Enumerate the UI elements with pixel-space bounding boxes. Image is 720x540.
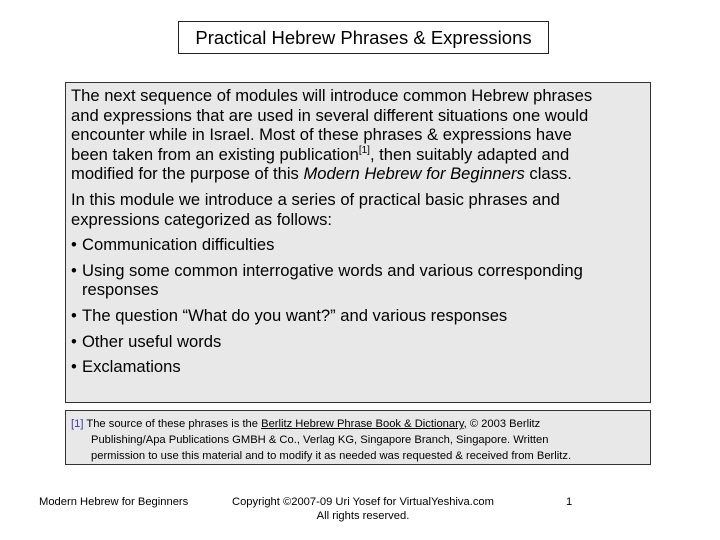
categories-intro: In this module we introduce a series of practical basic phrases and expressions categorized as follows:: [71, 189, 560, 229]
footnote-text-end: , © 2003 Berlitz: [463, 418, 541, 430]
list-item: [71, 306, 646, 326]
footnote-box: [65, 410, 651, 465]
intro-line-4: [71, 145, 646, 165]
bullet-icon: •: [71, 357, 77, 377]
footnote-marker-link[interactable]: [1]: [71, 418, 84, 430]
footnote-line-1: [71, 416, 646, 432]
intro-line-2: and expressions that are used in several different situations one would: [71, 105, 589, 125]
list-item: [71, 357, 646, 377]
intro-line-4-start: been taken from an existing publication: [71, 144, 359, 164]
list-item-text: Other useful words: [82, 331, 222, 351]
page-number: 1: [566, 496, 573, 508]
footnote-text-start: The source of these phrases is the: [83, 418, 262, 430]
slide-title-text: Practical Hebrew Phrases & Expressions: [195, 26, 532, 48]
footnote-reference-link[interactable]: [1]: [358, 144, 370, 156]
intro-line-4-end: , then suitably adapted and: [369, 144, 570, 164]
list-item: [71, 332, 646, 352]
intro-line-5: [71, 164, 646, 184]
list-item-text: Using some common interrogative words and various corresponding responses: [82, 260, 583, 300]
intro-line-5-start: modified for the purpose of this: [71, 164, 304, 184]
footer-course-name: Modern Hebrew for Beginners: [39, 496, 189, 508]
list-item-text: Exclamations: [82, 357, 181, 377]
list-item: [71, 235, 646, 255]
slide-title: [178, 21, 549, 54]
footnote-line-2: Publishing/Apa Publications GMBH & Co., Verlag KG, Singapore Branch, Singapore. Written: [91, 434, 549, 446]
list-item-text: Communication difficulties: [82, 235, 275, 255]
intro-paragraph: [71, 86, 646, 184]
book-title: Berlitz Hebrew Phrase Book & Dictionary: [261, 418, 464, 430]
bullet-icon: •: [71, 305, 77, 325]
bullet-icon: •: [71, 331, 77, 351]
bullet-icon: •: [71, 235, 77, 255]
bullet-icon: •: [71, 260, 77, 280]
copyright-text: Copyright ©2007-09 Uri Yosef for VirtualYeshiva.com: [232, 496, 494, 508]
footnote-line-3: permission to use this material and to modify it as needed was requested & received from Berlitz.: [91, 450, 572, 462]
course-title-italic: Modern Hebrew for Beginners: [303, 164, 525, 184]
category-list: [71, 235, 646, 377]
list-item-text: The question “What do you want?” and various responses: [82, 305, 508, 325]
footer-copyright: [218, 495, 508, 523]
intro-line-1: The next sequence of modules will introduce common Hebrew phrases: [71, 86, 593, 105]
list-item: [71, 261, 646, 300]
content-box: [65, 82, 651, 403]
intro-line-5-end: class.: [524, 164, 572, 184]
intro-line-3: encounter while in Israel. Most of these phrases & expressions have: [71, 125, 572, 145]
rights-text: All rights reserved.: [316, 510, 410, 522]
